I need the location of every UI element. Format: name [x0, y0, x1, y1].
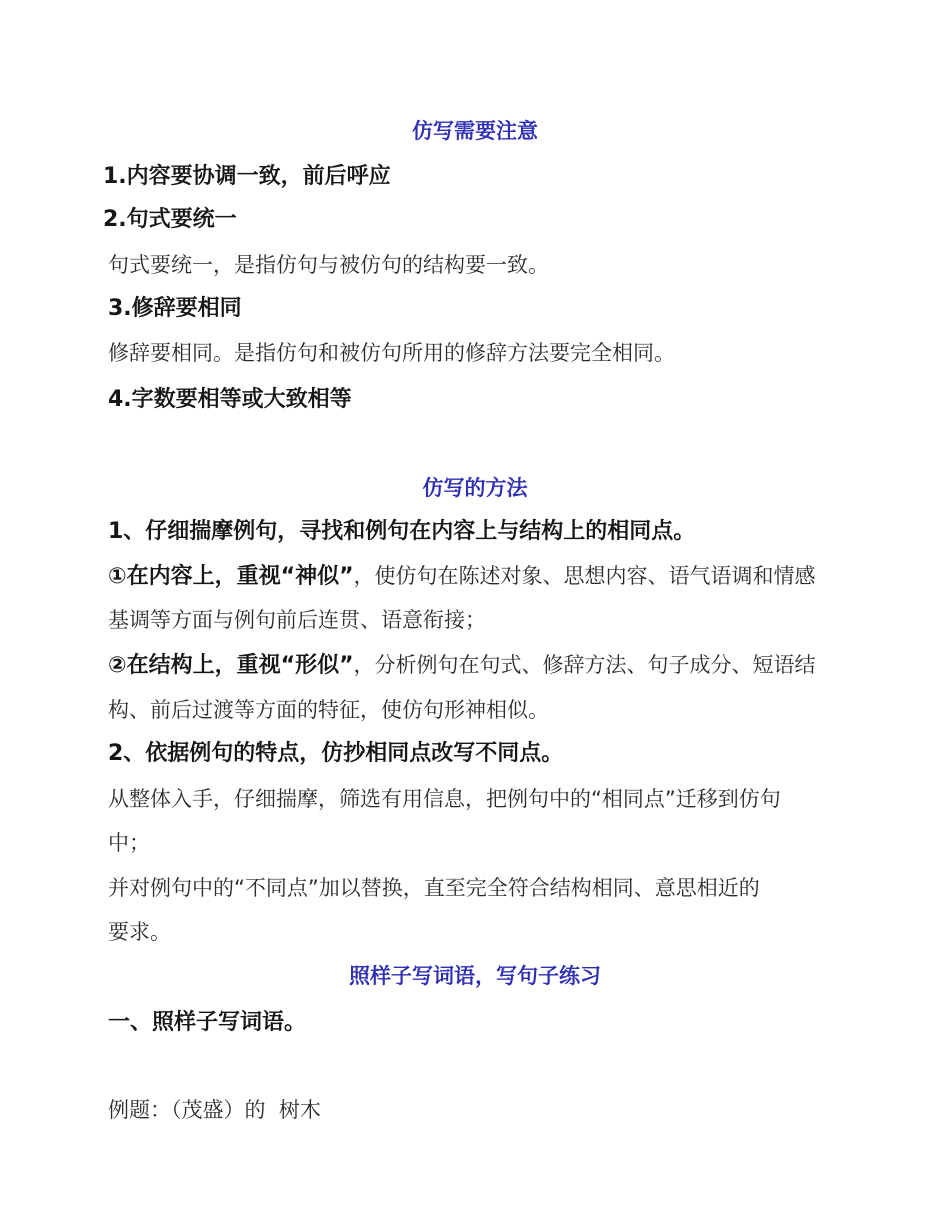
note-item-3-desc: 修辞要相同。是指仿句和被仿句所用的修辞方法要完全相同。 [108, 341, 675, 365]
method-1-a-continued: 基调等方面与例句前后连贯、语意衔接； [108, 608, 486, 632]
method-1-b [108, 655, 816, 677]
method-1-a-text: ，使仿句在陈述对象、思想内容、语气语调和情感 [353, 564, 816, 588]
section-title-methods: 仿写的方法 [422, 476, 528, 500]
section-title-practice: 照样子写词语，写句子练习 [349, 964, 601, 988]
method-1-b-continued: 构、前后过渡等方面的特征，使仿句形神相似。 [108, 698, 549, 722]
method-1: 1、仔细揣摩例句，寻找和例句在内容上与结构上的相同点。 [108, 519, 696, 544]
method-2-line-1: 从整体入手，仔细揣摩，筛选有用信息，把例句中的“相同点”迁移到仿句 [108, 787, 781, 811]
method-1-a [108, 566, 816, 588]
method-1-b-text: ，分析例句在句式、修辞方法、句子成分、短语结 [353, 653, 816, 677]
method-1-a-emphasis: ①在内容上，重视“神似” [108, 564, 354, 589]
note-item-2: 2.句式要统一 [103, 207, 237, 232]
method-2-line-2: 中； [108, 831, 150, 855]
note-item-2-desc: 句式要统一，是指仿句与被仿句的结构要一致。 [108, 253, 549, 277]
section-title-notes: 仿写需要注意 [412, 119, 538, 143]
method-1-b-emphasis: ②在结构上，重视“形似” [108, 653, 354, 678]
note-item-4: 4.字数要相等或大致相等 [108, 387, 352, 412]
practice-example: 例题：（茂盛）的 树木 [108, 1098, 321, 1122]
method-2: 2、依据例句的特点，仿抄相同点改写不同点。 [108, 741, 564, 766]
method-2-line-4: 要求。 [108, 920, 171, 944]
practice-subtitle: 一、照样子写词语。 [108, 1010, 307, 1035]
note-item-1: 1.内容要协调一致，前后呼应 [103, 164, 391, 189]
method-2-line-3: 并对例句中的“不同点”加以替换，直至完全符合结构相同、意思相近的 [108, 876, 760, 900]
note-item-3: 3.修辞要相同 [108, 296, 242, 321]
